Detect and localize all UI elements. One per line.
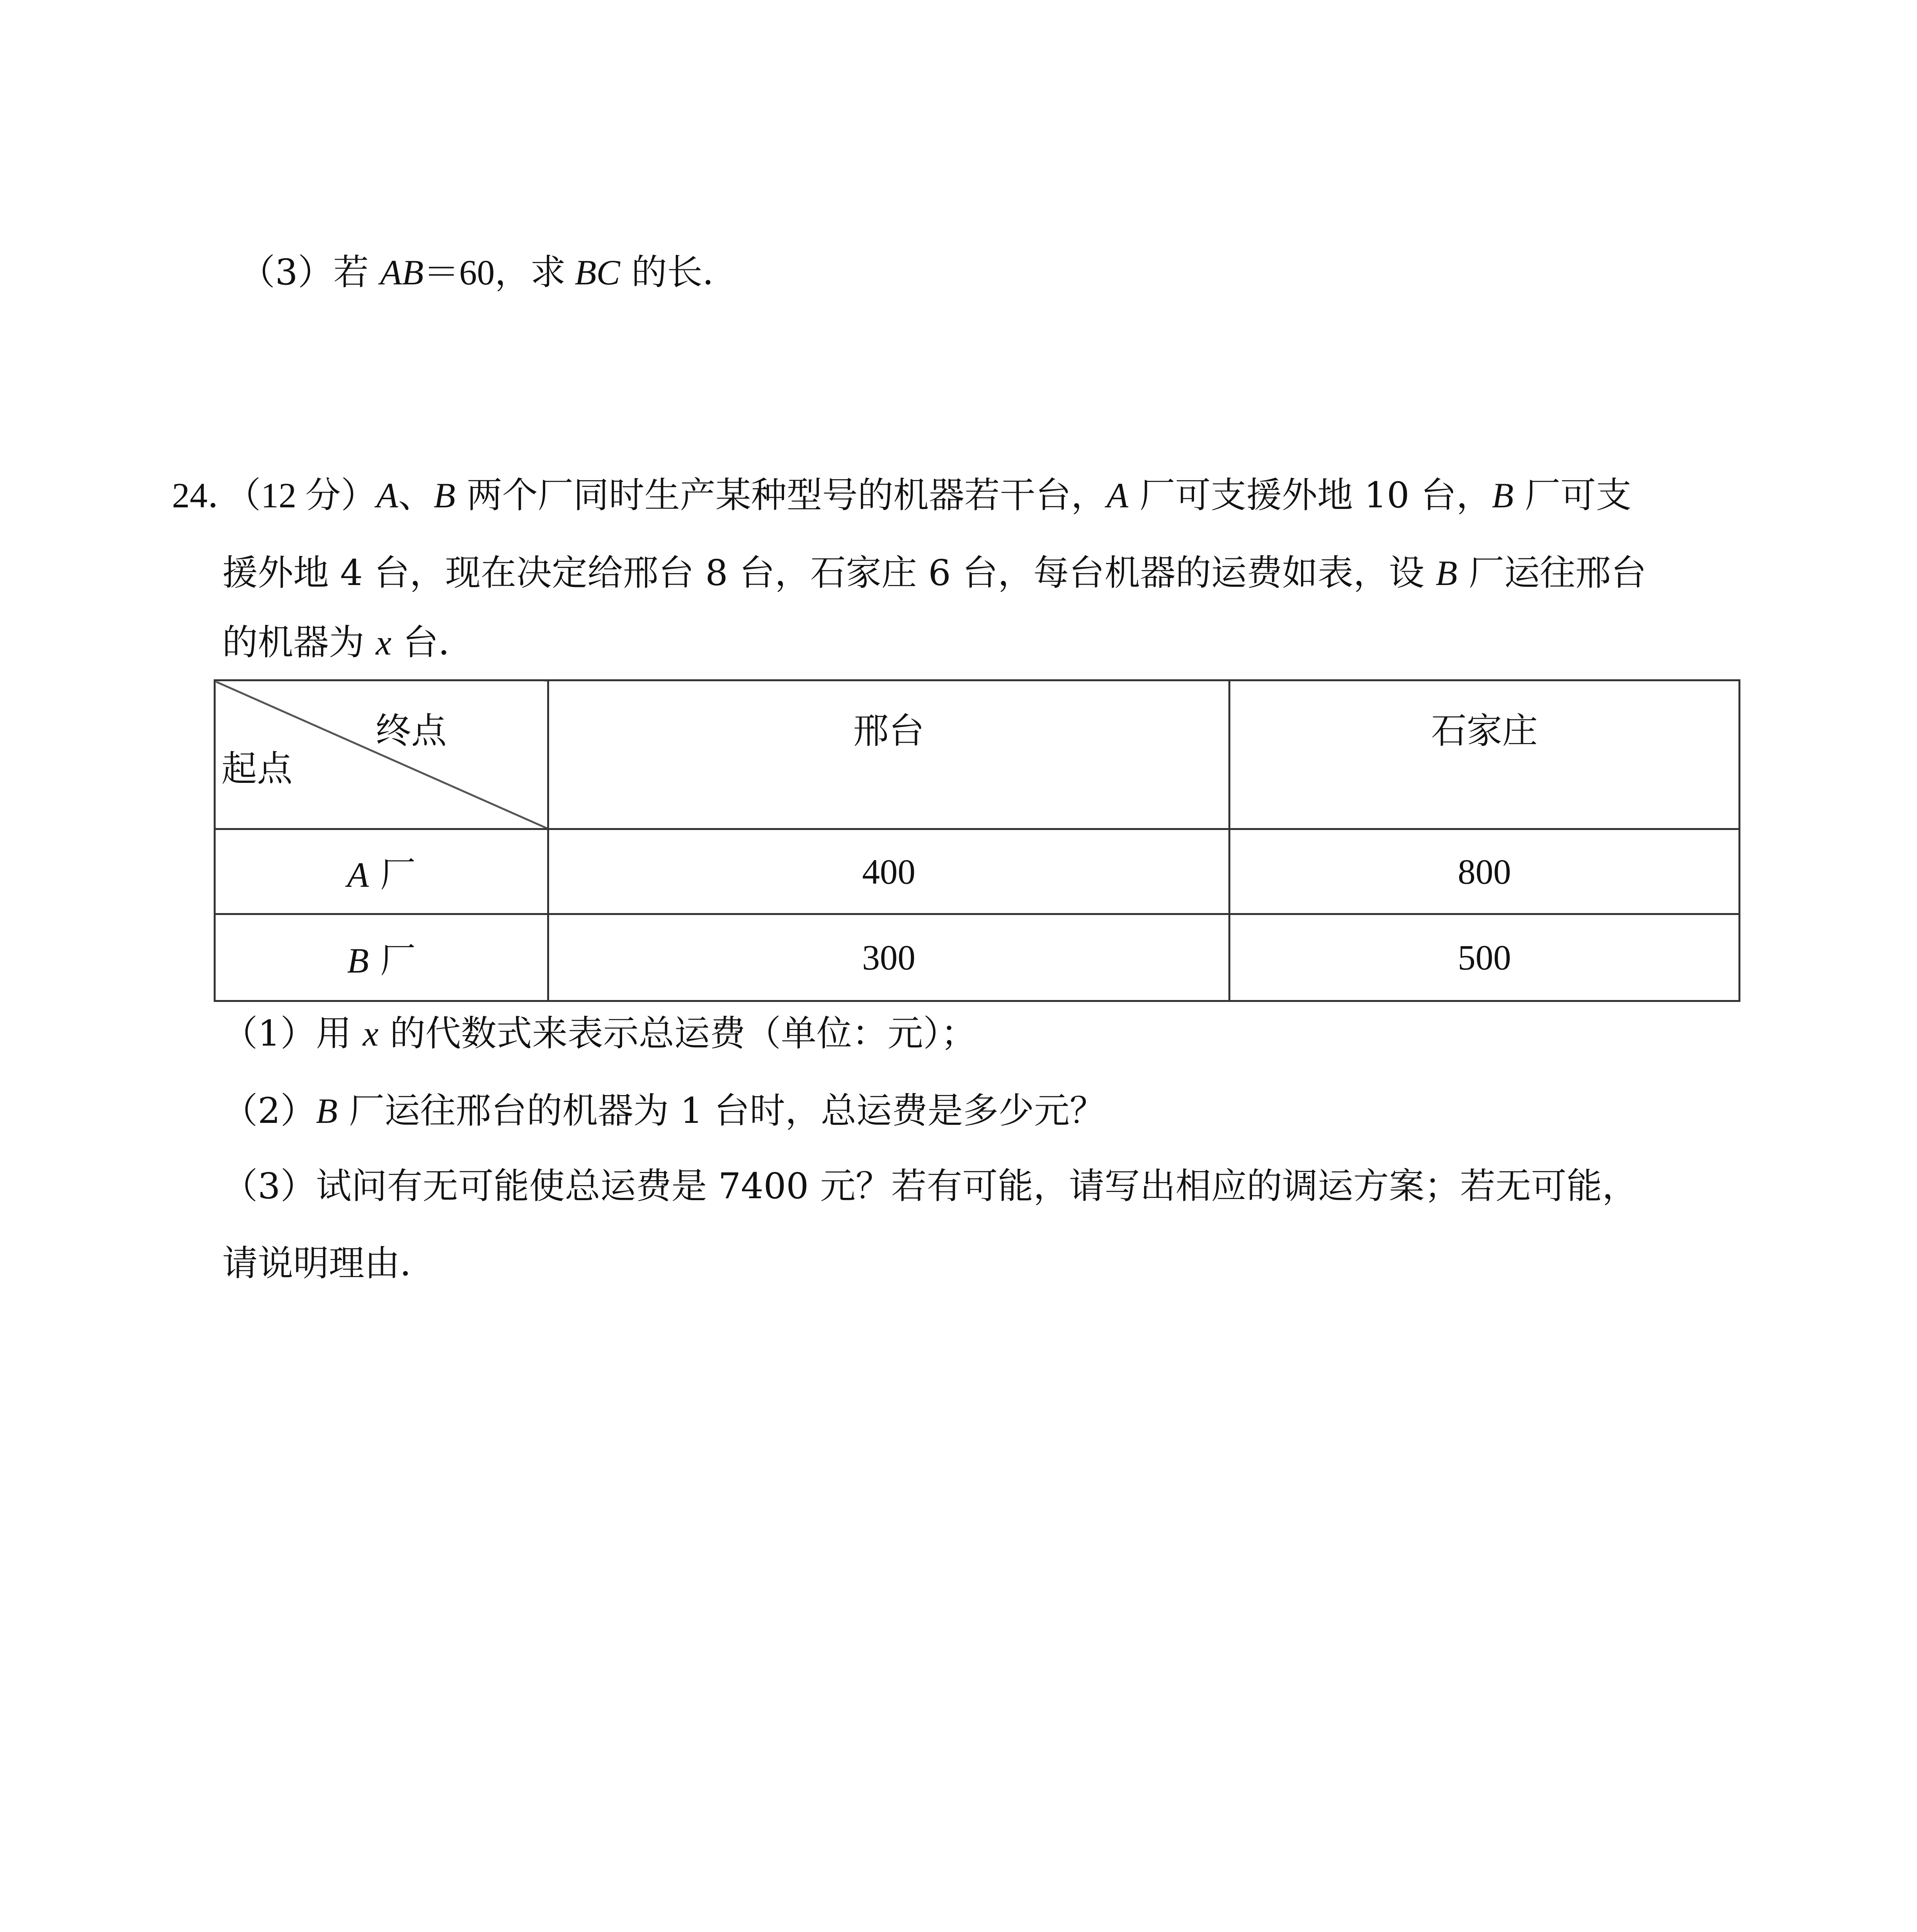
cell-xingtai: 300: [548, 914, 1230, 1001]
corner-end-label: 终点: [375, 710, 447, 752]
text: 厂: [369, 854, 416, 895]
q24-part1: [222, 1009, 976, 1059]
q24-part2: [222, 1086, 1105, 1136]
var-b: B: [347, 941, 369, 980]
q24-line1: [172, 470, 1631, 520]
text: （2）: [222, 1090, 316, 1131]
var-a: A: [347, 855, 369, 895]
text: 的代数式来表示总运费（单位：元）；: [378, 1013, 976, 1054]
text: 台．: [391, 622, 474, 663]
q24-line3: [222, 617, 474, 668]
table-row: [215, 829, 1740, 914]
text: 两个厂同时生产某种型号的机器若干台，: [455, 474, 1107, 516]
text: （3）试问有无可能使总运费是 7400 元？若有可能，请写出相应的调运方案；若无可能，: [222, 1165, 1638, 1207]
q23-part3: [240, 247, 738, 298]
var-a: A: [376, 476, 398, 515]
text: 的长．: [620, 252, 738, 293]
table-header-row: [215, 680, 1740, 829]
corner-cell: [215, 680, 548, 829]
question-number: 24．（12 分）: [172, 476, 377, 515]
text: （3）若: [240, 252, 380, 293]
var-x: x: [362, 1014, 379, 1053]
row-origin: [215, 829, 548, 914]
text: （1）用: [222, 1013, 363, 1054]
var-bc: BC: [575, 253, 620, 292]
table-row: [215, 914, 1740, 1001]
text: 厂可支援外地 10 台，: [1128, 474, 1492, 516]
q24-line2: [222, 548, 1647, 598]
var-b: B: [1436, 553, 1458, 593]
var-a: A: [1106, 476, 1128, 515]
row-origin: [215, 914, 548, 1001]
var-x: x: [376, 623, 392, 662]
corner-start-label: 起点: [221, 748, 293, 789]
var-ab: AB: [380, 253, 424, 292]
var-b: B: [316, 1091, 338, 1131]
cell-shijiazhuang: 500: [1230, 914, 1740, 1001]
q24-part3-line2: [222, 1238, 435, 1289]
text: 厂可支: [1513, 474, 1632, 516]
text: 的机器为: [222, 622, 376, 663]
var-b: B: [434, 476, 456, 515]
col-header-xingtai: 邢台: [548, 680, 1230, 829]
cell-xingtai: 400: [548, 829, 1230, 914]
q24-part3-line1: [222, 1161, 1638, 1211]
text: 、: [398, 474, 434, 516]
col-header-shijiazhuang: 石家庄: [1230, 680, 1740, 829]
cell-shijiazhuang: 800: [1230, 829, 1740, 914]
var-b: B: [1492, 476, 1514, 515]
text: ＝60，求: [424, 253, 575, 292]
freight-table: [214, 679, 1740, 1002]
text: 援外地 4 台，现在决定给邢台 8 台，石家庄 6 台，每台机器的运费如表，设: [222, 552, 1436, 594]
text: 厂运往邢台: [1457, 552, 1647, 594]
text: 厂: [369, 940, 416, 981]
text: 请说明理由．: [222, 1243, 436, 1284]
text: 厂运往邢台的机器为 1 台时，总运费是多少元？: [337, 1090, 1106, 1131]
